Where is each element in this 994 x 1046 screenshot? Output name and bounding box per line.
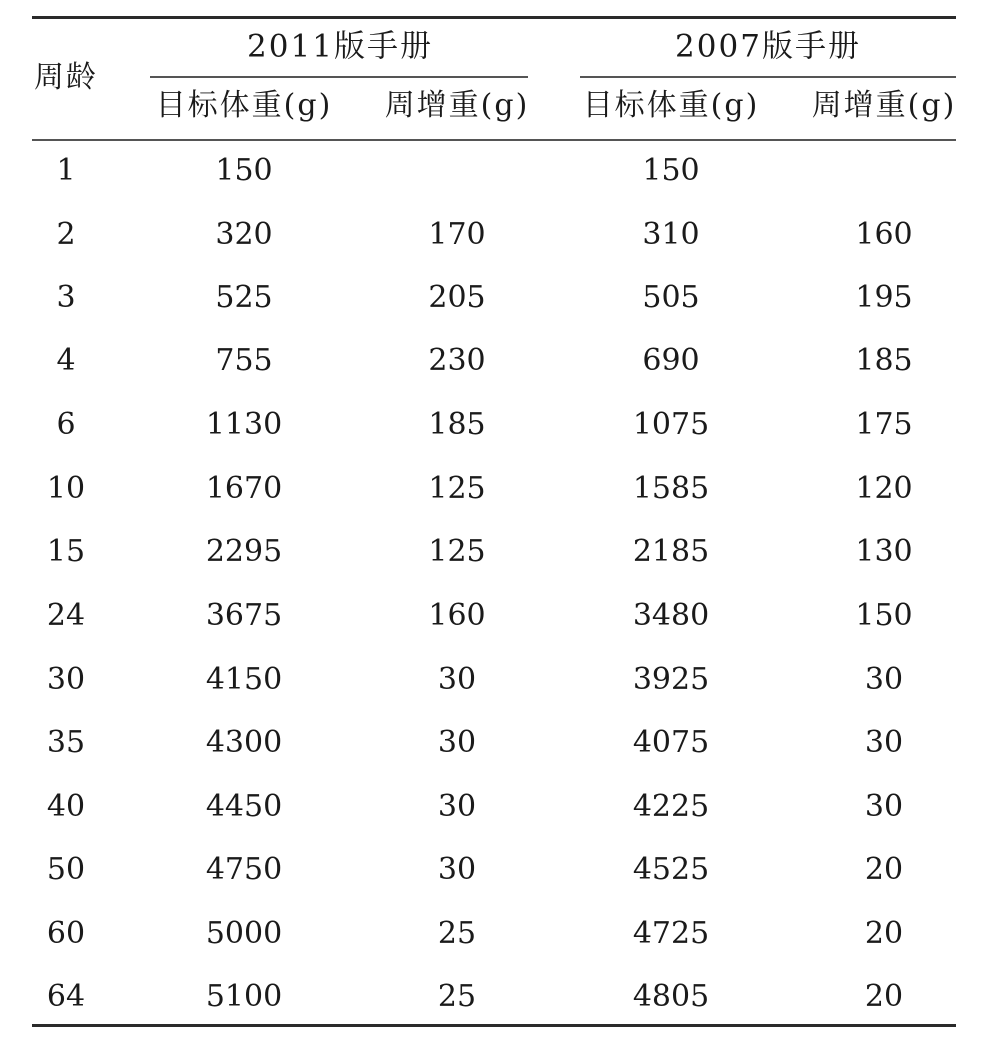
- value-cell: 3480: [632, 598, 710, 633]
- value-cell: 5000: [205, 916, 283, 951]
- column-header: 周增重(g): [384, 88, 530, 123]
- value-cell: 1670: [205, 471, 283, 506]
- value-cell: 2295: [205, 534, 283, 569]
- value-cell: 690: [642, 343, 700, 378]
- value-cell: 4225: [632, 789, 710, 824]
- week-cell: 2: [56, 217, 76, 252]
- value-cell: 4450: [205, 789, 283, 824]
- week-cell: 3: [56, 280, 76, 315]
- value-cell: 160: [855, 217, 913, 252]
- group-header-2011: 2011版手册: [247, 28, 433, 65]
- top-rule: [32, 16, 956, 19]
- header-rule: [32, 139, 956, 141]
- value-cell: 1075: [632, 407, 710, 442]
- value-cell: 4075: [632, 725, 710, 760]
- value-cell: 1130: [205, 407, 283, 442]
- value-cell: 170: [428, 217, 486, 252]
- value-cell: 5100: [205, 979, 283, 1014]
- week-cell: 60: [46, 916, 86, 951]
- value-cell: 4150: [205, 662, 283, 697]
- value-cell: 4805: [632, 979, 710, 1014]
- week-cell: 40: [46, 789, 86, 824]
- value-cell: 2185: [632, 534, 710, 569]
- week-cell: 6: [56, 407, 76, 442]
- value-cell: 20: [864, 852, 904, 887]
- value-cell: 320: [215, 217, 273, 252]
- week-cell: 35: [46, 725, 86, 760]
- value-cell: 150: [855, 598, 913, 633]
- value-cell: 30: [864, 662, 904, 697]
- value-cell: 30: [864, 725, 904, 760]
- column-header: 目标体重(g): [155, 88, 333, 123]
- value-cell: 310: [642, 217, 700, 252]
- week-cell: 64: [46, 979, 86, 1014]
- week-cell: 24: [46, 598, 86, 633]
- value-cell: 205: [428, 280, 486, 315]
- value-cell: 150: [215, 153, 273, 188]
- value-cell: 130: [855, 534, 913, 569]
- value-cell: 4525: [632, 852, 710, 887]
- value-cell: 230: [428, 343, 486, 378]
- value-cell: 4725: [632, 916, 710, 951]
- value-cell: 755: [215, 343, 273, 378]
- value-cell: 3675: [205, 598, 283, 633]
- value-cell: 525: [215, 280, 273, 315]
- week-cell: 10: [46, 471, 86, 506]
- value-cell: 30: [864, 789, 904, 824]
- value-cell: 185: [428, 407, 486, 442]
- week-cell: 15: [46, 534, 86, 569]
- value-cell: 175: [855, 407, 913, 442]
- value-cell: 1585: [632, 471, 710, 506]
- week-cell: 50: [46, 852, 86, 887]
- value-cell: 30: [437, 852, 477, 887]
- value-cell: 185: [855, 343, 913, 378]
- value-cell: 125: [428, 471, 486, 506]
- value-cell: 160: [428, 598, 486, 633]
- value-cell: 195: [855, 280, 913, 315]
- column-header: 周增重(g): [811, 88, 957, 123]
- group-rule-2007: [580, 76, 956, 78]
- value-cell: 25: [437, 916, 477, 951]
- value-cell: 30: [437, 789, 477, 824]
- value-cell: 30: [437, 662, 477, 697]
- week-cell: 1: [56, 153, 76, 188]
- value-cell: 20: [864, 916, 904, 951]
- value-cell: 30: [437, 725, 477, 760]
- value-cell: 120: [855, 471, 913, 506]
- value-cell: 4750: [205, 852, 283, 887]
- value-cell: 150: [642, 153, 700, 188]
- value-cell: 3925: [632, 662, 710, 697]
- value-cell: 20: [864, 979, 904, 1014]
- row-header-week-age: 周龄: [34, 60, 98, 95]
- week-cell: 30: [46, 662, 86, 697]
- bottom-rule: [32, 1024, 956, 1027]
- group-rule-2011: [150, 76, 528, 78]
- value-cell: 125: [428, 534, 486, 569]
- week-cell: 4: [56, 343, 76, 378]
- value-cell: 4300: [205, 725, 283, 760]
- value-cell: 25: [437, 979, 477, 1014]
- group-header-2007: 2007版手册: [675, 28, 861, 65]
- value-cell: 505: [642, 280, 700, 315]
- column-header: 目标体重(g): [582, 88, 760, 123]
